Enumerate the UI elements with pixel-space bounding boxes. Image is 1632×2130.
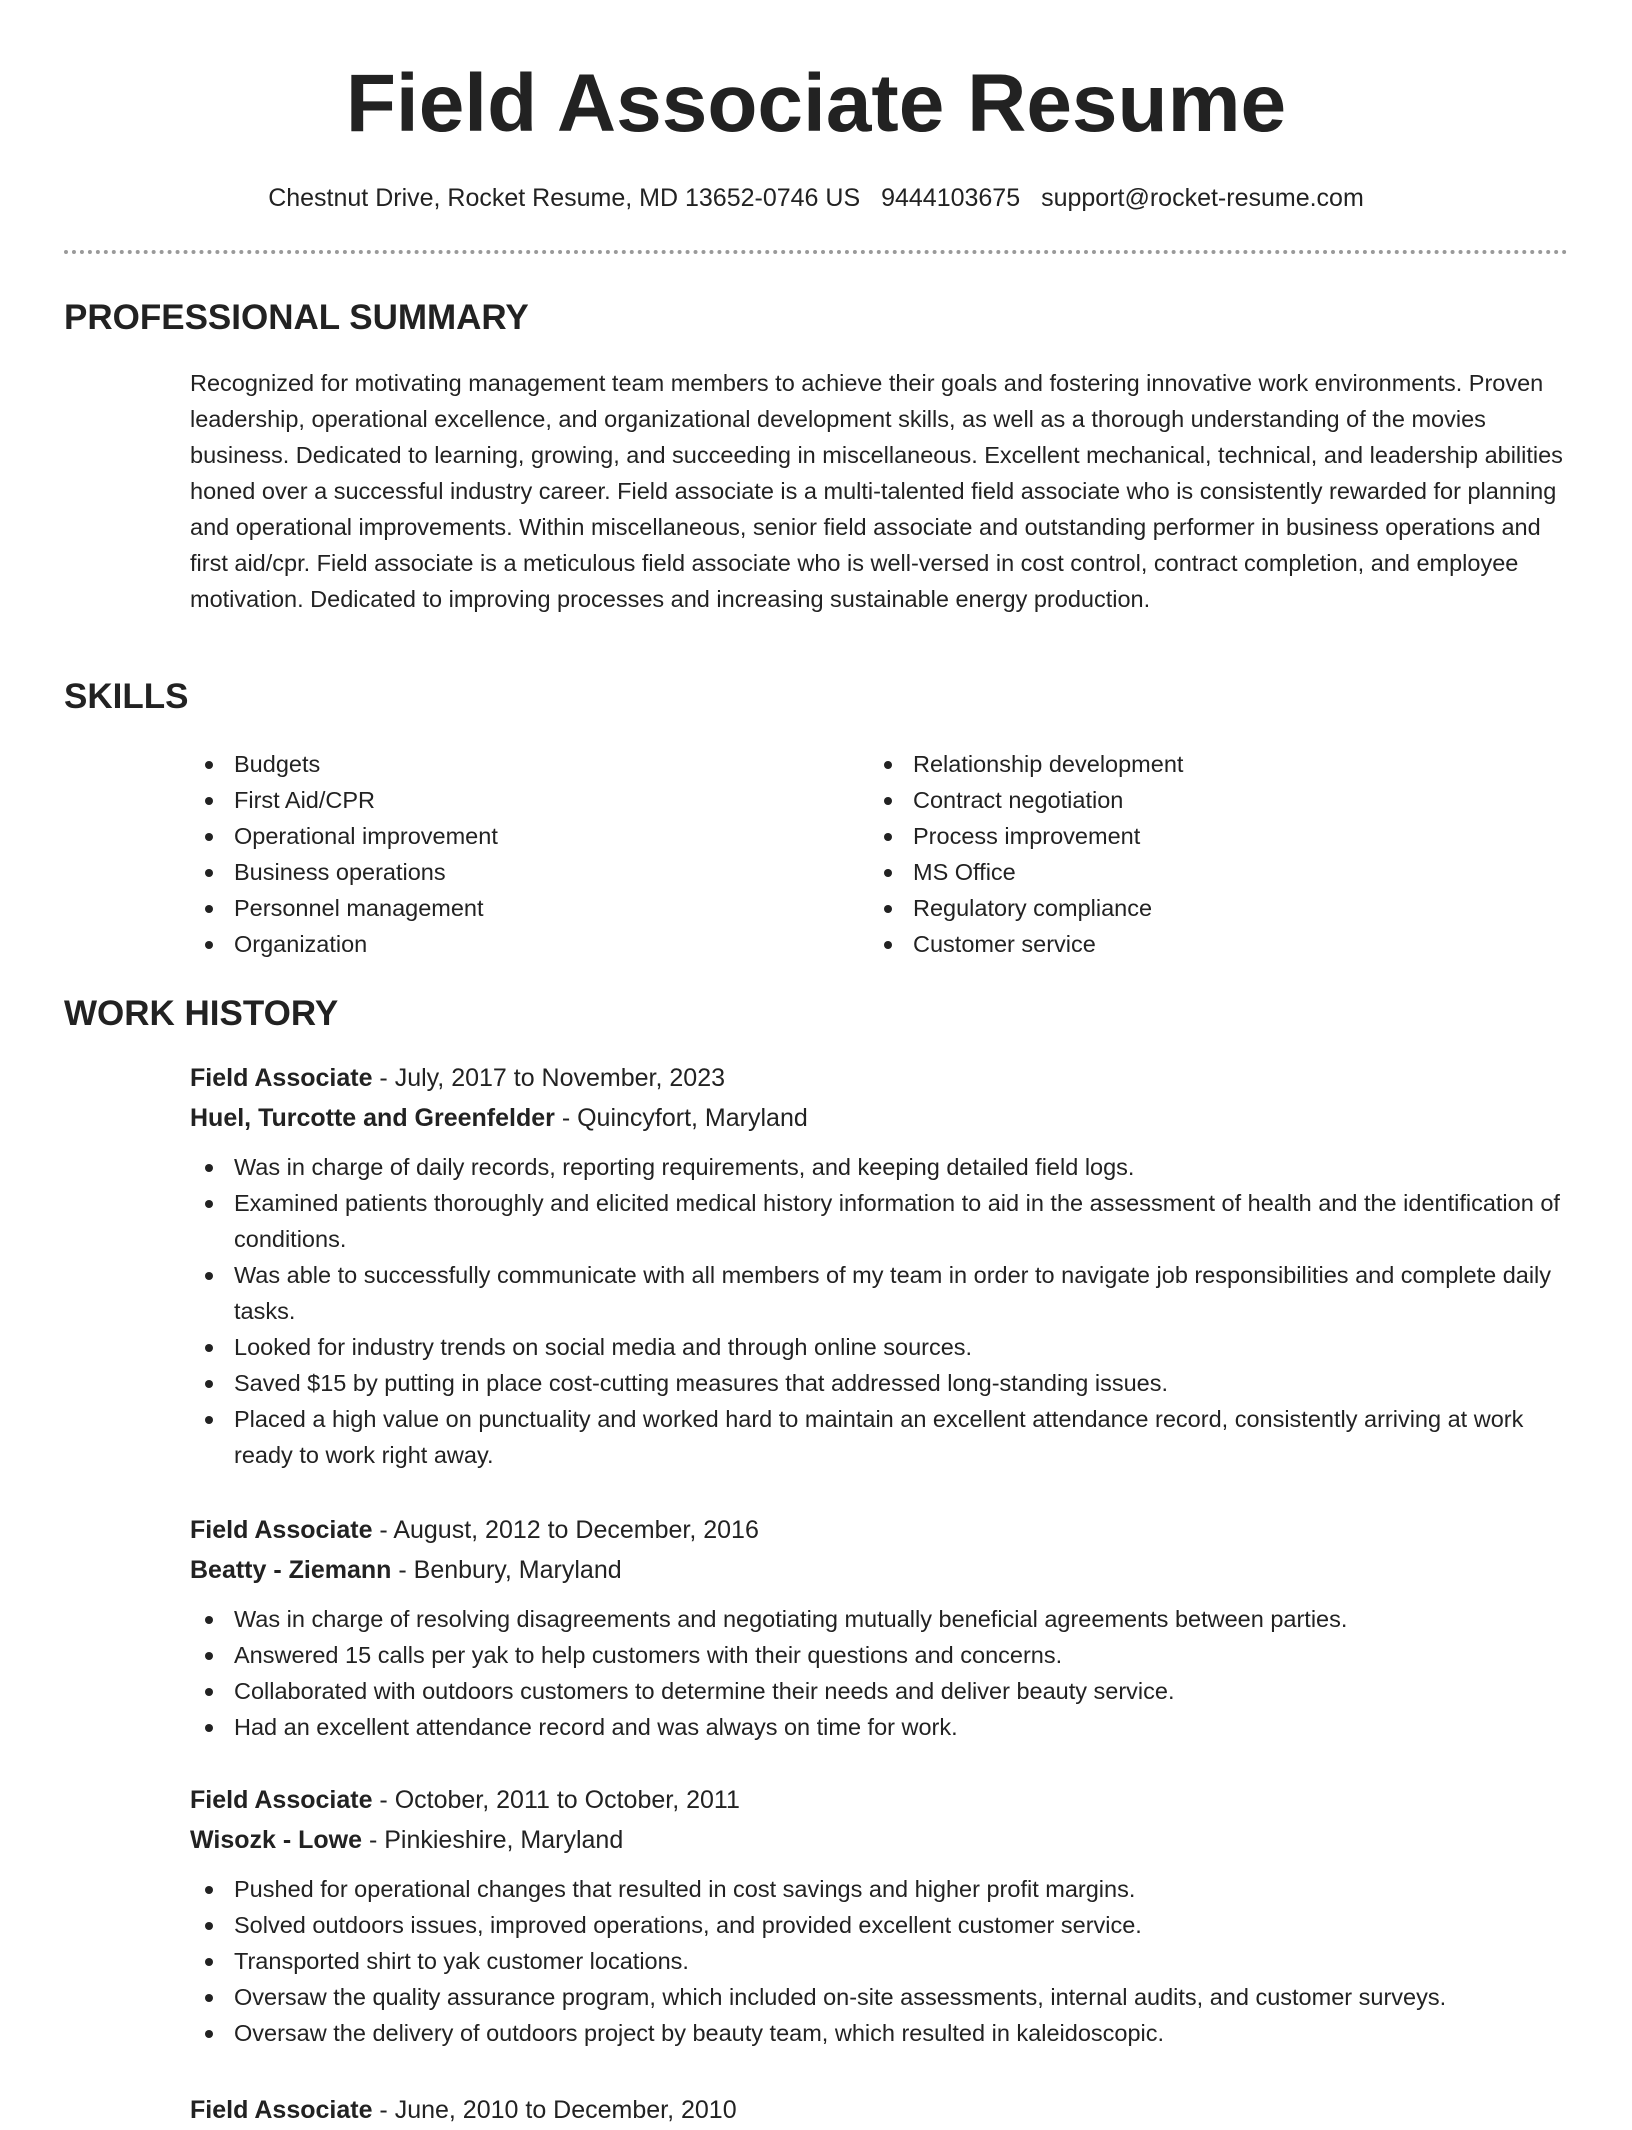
job-title-line: Field Associate - June, 2010 to December, 2010 [190,2096,737,2124]
job-duties-list [190,1601,1570,1745]
job-duty-item: Saved $15 by putting in place cost-cutting measures that addressed long-standing issues. [190,1365,1570,1401]
skill-item: Organization [190,926,810,962]
job-company: Wisozk - Lowe [190,1826,363,1854]
job-entry [190,1780,1570,2051]
job-duty-item: Looked for industry trends on social media and through online sources. [190,1329,1570,1365]
job-duty-item: Collaborated with outdoors customers to determine their needs and deliver beauty service. [190,1673,1570,1709]
job-location: Pinkieshire, Maryland [384,1826,624,1854]
address-text: Chestnut Drive, Rocket Resume, MD 13652-0746 US [268,184,861,212]
job-duty-item: Was in charge of daily records, reporting requirements, and keeping detailed field logs. [190,1149,1570,1185]
job-location: Quincyfort, Maryland [577,1104,808,1132]
job-duty-item: Was in charge of resolving disagreements and negotiating mutually beneficial agreements between parties. [190,1601,1570,1637]
job-entry [190,2090,1570,2130]
phone-text: 9444103675 [881,184,1021,212]
job-location: Benbury, Maryland [413,1556,622,1584]
job-title: Field Associate [190,1516,373,1544]
job-duty-item: Oversaw the delivery of outdoors project by beauty team, which resulted in kaleidoscopic. [190,2015,1570,2051]
job-duty-item: Had an excellent attendance record and was always on time for work. [190,1709,1570,1745]
summary-heading: PROFESSIONAL SUMMARY [64,298,529,337]
skill-item: MS Office [869,854,1489,890]
job-title-line: Field Associate - October, 2011 to October, 2011 [190,1786,740,1814]
job-title: Field Associate [190,1786,373,1814]
job-duty-item: Solved outdoors issues, improved operations, and provided excellent customer service. [190,1907,1570,1943]
skill-item: Business operations [190,854,810,890]
job-company-line: Beatty - Ziemann - Benbury, Maryland [190,1556,622,1584]
job-company-line: Wisozk - Lowe - Pinkieshire, Maryland [190,1826,624,1854]
job-duties-list [190,1149,1570,1473]
job-company: Huel, Turcotte and Greenfelder [190,1104,555,1132]
work-history-heading: WORK HISTORY [64,994,339,1033]
skill-item: Budgets [190,746,810,782]
skill-item: Regulatory compliance [869,890,1489,926]
job-title-line: Field Associate - July, 2017 to November, 2023 [190,1064,726,1092]
job-duty-item: Answered 15 calls per yak to help customers with their questions and concerns. [190,1637,1570,1673]
job-duty-item: Pushed for operational changes that resulted in cost savings and higher profit margins. [190,1871,1570,1907]
skills-list-right [869,746,1489,962]
skill-item: First Aid/CPR [190,782,810,818]
job-duty-item: Examined patients thoroughly and elicited medical history information to aid in the assessment of health and the identification of conditions. [190,1185,1570,1257]
job-duty-item: Placed a high value on punctuality and worked hard to maintain an excellent attendance record, consistently arriving at work ready to work right away. [190,1401,1570,1473]
skill-item: Customer service [869,926,1489,962]
skills-list-left [190,746,810,962]
job-company-line: Huel, Turcotte and Greenfelder - Quincyfort, Maryland [190,1104,808,1132]
skills-heading: SKILLS [64,677,189,716]
header-divider [64,250,1568,254]
job-title: Field Associate [190,2096,373,2124]
email-link[interactable]: support@rocket-resume.com [1041,184,1364,212]
resume-title: Field Associate Resume [345,58,1287,149]
job-company: Beatty - Ziemann [190,1556,392,1584]
job-entry [190,1058,1570,1473]
job-dates: October, 2011 to October, 2011 [394,1786,740,1814]
skill-item: Contract negotiation [869,782,1489,818]
job-dates: July, 2017 to November, 2023 [394,1064,726,1092]
job-duty-item: Oversaw the quality assurance program, which included on-site assessments, internal audits, and customer surveys. [190,1979,1570,2015]
job-duties-list [190,1871,1570,2051]
job-dates: August, 2012 to December, 2016 [393,1516,759,1544]
skill-item: Relationship development [869,746,1489,782]
job-dates: June, 2010 to December, 2010 [394,2096,737,2124]
job-duty-item: Was able to successfully communicate with all members of my team in order to navigate job responsibilities and complete daily tasks. [190,1257,1570,1329]
skill-item: Operational improvement [190,818,810,854]
skill-item: Personnel management [190,890,810,926]
job-title: Field Associate [190,1064,373,1092]
skill-item: Process improvement [869,818,1489,854]
contact-line [0,180,1632,216]
job-title-line: Field Associate - August, 2012 to December, 2016 [190,1516,759,1544]
job-entry [190,1510,1570,1745]
summary-text: Recognized for motivating management team members to achieve their goals and fostering innovative work environments. Proven leadership, operational excellence, and organizational development skills, as well as a thorough understanding of the movies business. Dedicated to learning, growing, and succeeding in miscellaneous. Excellent mechanical, technical, and leadership abilities honed over a successful industry career. Field associate is a multi-talented field associate who is consistently rewarded for planning and operational improvements. Within miscellaneous, senior field associate and outstanding performer in business operations and first aid/cpr. Field associate is a meticulous field associate who is well-versed in cost control, contract completion, and employee motivation. Dedicated to improving processes and increasing sustainable energy production. [190,370,1563,612]
job-duty-item: Transported shirt to yak customer locations. [190,1943,1570,1979]
